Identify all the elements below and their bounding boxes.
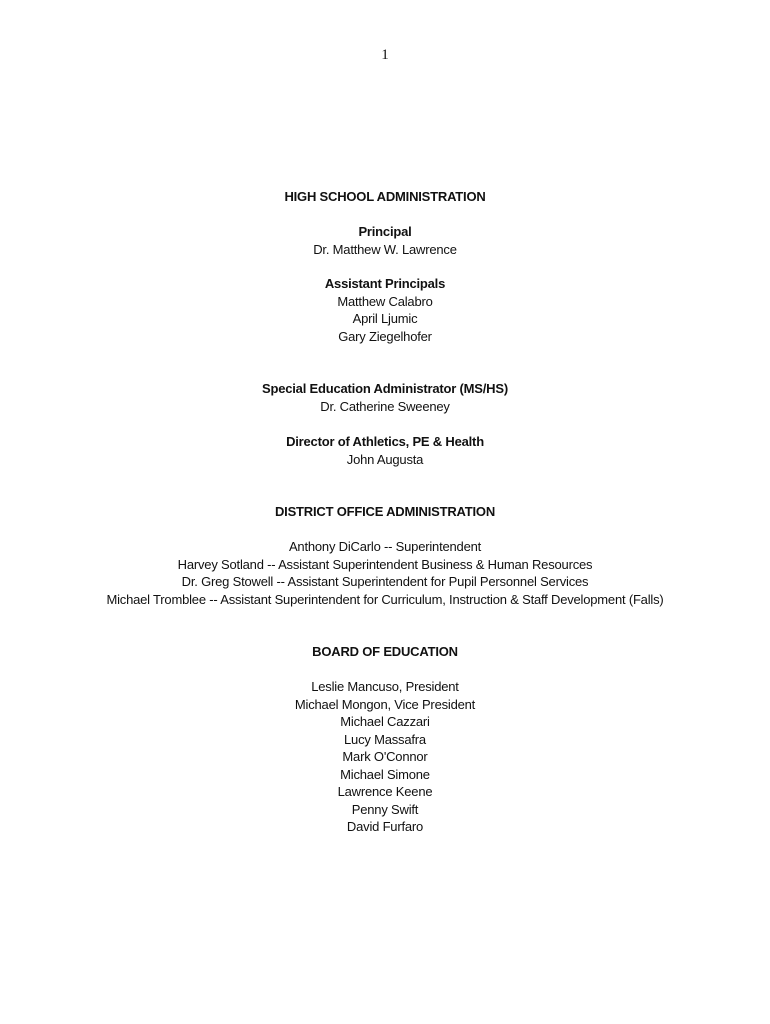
board-member: Lucy Massafra bbox=[344, 731, 426, 747]
high-school-heading: HIGH SCHOOL ADMINISTRATION bbox=[284, 189, 486, 204]
district-member: Anthony DiCarlo -- Superintendent bbox=[288, 539, 482, 554]
athletics-title: Director of Athletics, PE & Health bbox=[286, 434, 484, 449]
board-member: Michael Mongon, Vice President bbox=[294, 696, 476, 712]
athletics-name: John Augusta bbox=[346, 451, 424, 467]
board-heading-block bbox=[0, 643, 770, 661]
district-member: Harvey Sotland -- Assistant Superintendent Business & Human Resources bbox=[177, 556, 593, 572]
assistant-principal: Matthew Calabro bbox=[337, 293, 433, 309]
district-members-block bbox=[0, 538, 770, 608]
athletics-block bbox=[0, 433, 770, 468]
special-education-title: Special Education Administrator (MS/HS) bbox=[262, 381, 508, 396]
board-member: Lawrence Keene bbox=[337, 784, 433, 799]
principal-name: Dr. Matthew W. Lawrence bbox=[313, 241, 457, 257]
board-member: Penny Swift bbox=[351, 801, 419, 817]
district-heading: DISTRICT OFFICE ADMINISTRATION bbox=[274, 504, 496, 519]
board-heading: BOARD OF EDUCATION bbox=[312, 644, 458, 659]
board-member: Leslie Mancuso, President bbox=[311, 679, 459, 694]
high-school-heading-block bbox=[0, 188, 770, 206]
board-member: David Furfaro bbox=[346, 819, 424, 834]
special-education-block bbox=[0, 380, 770, 415]
assistant-principal: Gary Ziegelhofer bbox=[338, 328, 432, 344]
board-member: Michael Simone bbox=[340, 766, 430, 782]
district-member: Dr. Greg Stowell -- Assistant Superintendent for Pupil Personnel Services bbox=[181, 574, 589, 589]
board-members-block bbox=[0, 678, 770, 836]
principal-block bbox=[0, 223, 770, 258]
district-heading-block bbox=[0, 503, 770, 521]
assistant-principals-block bbox=[0, 275, 770, 345]
board-member: Michael Cazzari bbox=[340, 714, 430, 729]
board-member: Mark O'Connor bbox=[342, 749, 428, 764]
district-member: Michael Tromblee -- Assistant Superintendent for Curriculum, Instruction & Staff Development (Falls) bbox=[106, 591, 664, 607]
principal-title: Principal bbox=[358, 224, 412, 239]
assistant-principal: April Ljumic bbox=[352, 311, 418, 326]
special-education-name: Dr. Catherine Sweeney bbox=[320, 398, 450, 414]
page-number: 1 bbox=[381, 47, 389, 63]
assistant-principals-title: Assistant Principals bbox=[324, 276, 446, 291]
